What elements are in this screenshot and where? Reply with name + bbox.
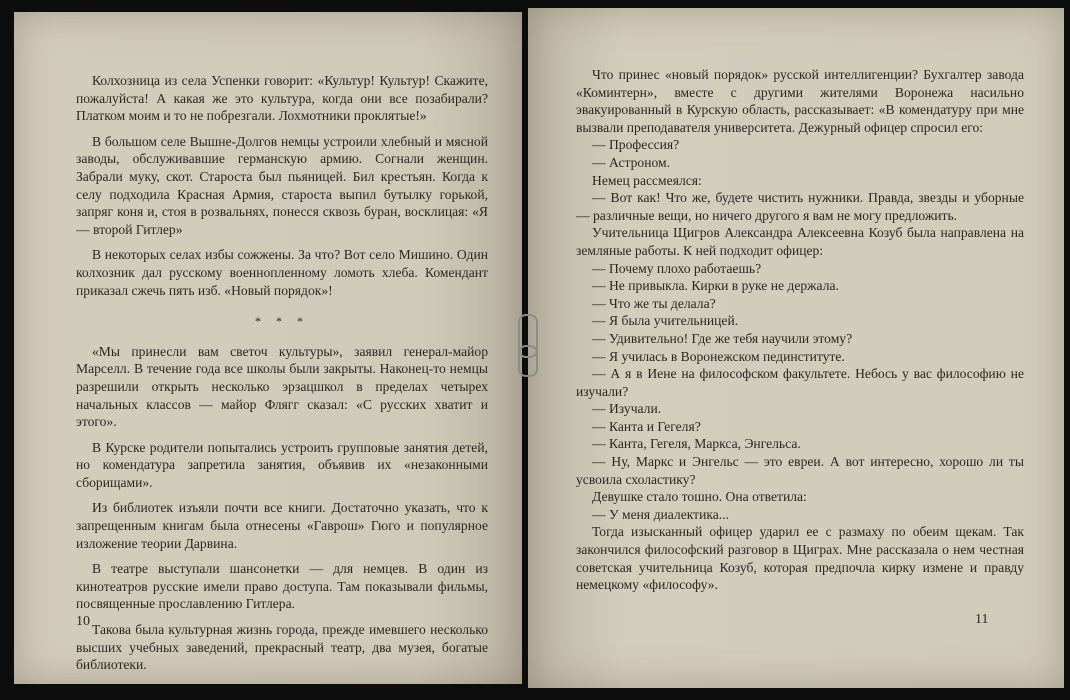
dialog-line: — Канта и Гегеля? (592, 418, 701, 434)
dialog-line: — Астроном. (592, 154, 671, 170)
paragraph: Учительница Щигров Александра Алексеевна Козуб была направлена на земляные работы. К ней подходит офицер: (576, 225, 1024, 258)
dialog-line: — Не привыкла. Кирки в руке не держала. (592, 278, 839, 294)
dialog-line: — У меня диалектика... (592, 506, 730, 522)
dialog-line: — Профессия? (592, 137, 680, 153)
dialog-line: — Изучали. (592, 401, 662, 417)
dialog-line: — Я была учительницей. (592, 313, 739, 329)
left-text-column (76, 72, 488, 674)
right-text-column (576, 66, 1024, 594)
paragraph: Колхозница из села Успенки говорит: «Культур! Культур! Скажите, пожалуйста! А какая же это культура, когда они все позабирали? Платком моим и то не побрезгали. Лохмотники проклятые!» (76, 73, 488, 124)
paragraph: В театре выступали шансонетки — для немцев. В один из кинотеатров русские имели право доступа. Там показывали фильмы, посвященные прославлению Гитлера. (76, 561, 488, 612)
paragraph: В большом селе Вышне-Долгов немцы устроили хлебный и мясной заводы, обслуживавшие германскую армию. Согнали женщин. Забрали муку, скот. Староста был пьяницей. Бил крестьян. Когда к селу подходила Красная Армия, староста выпил бутылку горькой, запряг коня и, стоя в розвальнях, понесся сквозь буран, восклицая: «Я — второй Гитлер» (76, 133, 488, 237)
dialog-line: — Удивительно! Где же тебя научили этому? (592, 330, 853, 346)
dialog-line: — А я в Иене на философском факультете. Небось у вас философию не изучали? (576, 366, 1024, 399)
dialog-line: — Канта, Гегеля, Маркса, Энгельса. (592, 436, 801, 452)
paragraph: Немец рассмеялся: (592, 172, 702, 188)
paragraph: Такова была культурная жизнь города, прежде имевшего несколько высших учебных заведений, прекрасный театр, два музея, богатые библиотеки. (76, 622, 488, 673)
paragraph: «Мы принесли вам светоч культуры», заявил генерал-майор Марселл. В течение года все школы были закрыты. Наконец-то немцы разрешили открыть несколько эрзацшкол в пределах четырех начальных классов — майор Флягг сказал: «С русских хватит и этого». (76, 343, 488, 430)
page-number-right: 11 (975, 612, 989, 627)
page-number-left: 10 (76, 614, 90, 629)
paragraph: В Курске родители попытались устроить групповые занятия детей, но комендатура запретила занятия, объявив их «незаконными сборищами». (76, 439, 488, 490)
paragraph: В некоторых селах избы сожжены. За что? Вот село Мишино. Один колхозник дал русскому военнопленному ломоть хлеба. Комендант приказал сжечь пять изб. «Новый порядок»! (76, 247, 488, 298)
dialog-line: — Ну, Маркс и Энгельс — это евреи. А вот интересно, хорошо ли ты усвоила схоластику? (576, 454, 1024, 487)
paragraph: Что принес «новый порядок» русской интеллигенции? Бухгалтер завода «Коминтерн», вместе с другими жителями Воронежа насильно эвакуированный в Курскую область, рассказывает: «В комендатуру при мне вызвали преподавателя университета. Дежурный офицер спросил его: (576, 67, 1024, 135)
staple-bottom (518, 345, 538, 377)
dialog-line: — Вот как! Что же, будете чистить нужники. Правда, звезды и уборные — различные вещи, но ничего другого я вам не могу предложить. (576, 190, 1024, 223)
section-separator: * * * (255, 314, 309, 329)
paragraph: Тогда изысканный офицер ударил ее с размаху по обеим щекам. Так закончился философский разговор в Щиграх. Мне рассказала о нем честная советская учительница Козуб, которая предпочла кирку измене и правду немецкому «философу». (576, 524, 1024, 593)
left-page (14, 12, 522, 684)
paragraph: Из библиотек изъяли почти все книги. Достаточно указать, что к запрещенным книгам была отнесены «Гаврош» Гюго и популярное изложение теории Дарвина. (76, 500, 488, 551)
dialog-line: — Что же ты делала? (592, 295, 716, 311)
right-page (528, 8, 1064, 688)
dialog-line: — Почему плохо работаешь? (592, 260, 762, 276)
dialog-line: — Я училась в Воронежском пединституте. (592, 348, 845, 364)
paragraph: Девушке стало тошно. Она ответила: (592, 489, 807, 505)
